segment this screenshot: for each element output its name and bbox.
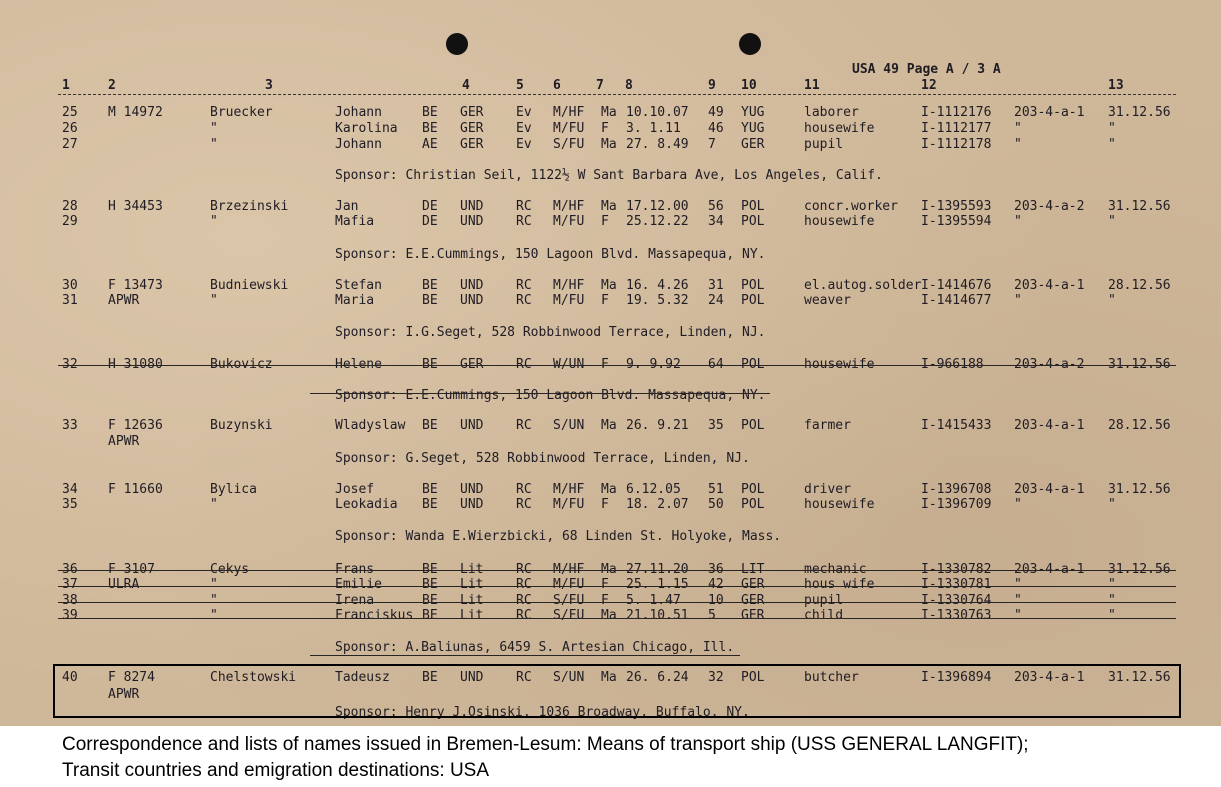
cell-surname: Brzezinski — [210, 199, 289, 214]
cell-num: I-1415433 — [921, 418, 992, 433]
sponsor-line: Sponsor: I.G.Seget, 528 Robbinwood Terrace, Linden, NJ. — [335, 325, 766, 340]
cell-surname: " — [210, 577, 218, 592]
cell-first: Karolina — [335, 121, 398, 136]
cell-date: 31.12.56 — [1108, 562, 1171, 577]
cell-reg: H 31080 — [108, 357, 163, 372]
cell-reg: F 8274 — [108, 670, 155, 685]
cell-status: S/FU — [553, 593, 585, 608]
cell-c4: DE — [422, 214, 438, 229]
cell-no: 40 — [62, 670, 78, 685]
cell-rel: RC — [516, 497, 532, 512]
cell-status: M/FU — [553, 293, 585, 308]
cell-c10: POL — [741, 357, 765, 372]
cell-c10: GER — [741, 593, 765, 608]
column-number: 3 — [265, 78, 273, 93]
cell-status: M/FU — [553, 497, 585, 512]
cell-num: I-1112176 — [921, 105, 992, 120]
cell-date: 31.12.56 — [1108, 482, 1171, 497]
cell-no: 27 — [62, 137, 78, 152]
cell-first: Jan — [335, 199, 359, 214]
cell-nat: Lit — [460, 562, 484, 577]
cell-num: I-1396709 — [921, 497, 992, 512]
column-number: 1 — [62, 78, 70, 93]
cell-occ: weaver — [804, 293, 851, 308]
cell-nat: GER — [460, 357, 484, 372]
cell-no: 37 — [62, 577, 78, 592]
cell-no: 30 — [62, 278, 78, 293]
cell-reg: F 11660 — [108, 482, 163, 497]
cell-date: " — [1108, 121, 1116, 136]
cell-first: Helene — [335, 357, 382, 372]
punch-hole — [446, 33, 468, 55]
cell-age: 5 — [708, 608, 716, 623]
cell-c10: GER — [741, 577, 765, 592]
cell-rel: RC — [516, 593, 532, 608]
cell-ref: 203-4-a-1 — [1014, 418, 1085, 433]
cell-nat: Lit — [460, 593, 484, 608]
cell-occ: pupil — [804, 593, 844, 608]
cell-status: S/UN — [553, 670, 585, 685]
cell-first: Franciskus — [335, 608, 414, 623]
strike-line — [310, 393, 770, 394]
caption-line-1: Correspondence and lists of names issued in Bremen-Lesum: Means of transport ship (USS GENERAL LANGFIT); — [62, 734, 1029, 755]
cell-ref: " — [1014, 497, 1022, 512]
cell-sex: Ma — [601, 199, 617, 214]
cell-num: I-1112177 — [921, 121, 992, 136]
cell-sex: Ma — [601, 670, 617, 685]
cell-dob: 26. 6.24 — [626, 670, 689, 685]
cell-num: I-1112178 — [921, 137, 992, 152]
cell-first: Johann — [335, 137, 382, 152]
cell-occ: mechanic — [804, 562, 867, 577]
cell-sex: Ma — [601, 482, 617, 497]
cell-nat: GER — [460, 137, 484, 152]
cell-num: I-966188 — [921, 357, 984, 372]
column-number: 5 — [516, 78, 524, 93]
sponsor-line: Sponsor: Henry J.Osinski, 1036 Broadway, Buffalo, NY. — [335, 705, 750, 720]
cell-nat: UND — [460, 418, 484, 433]
cell-rel: RC — [516, 577, 532, 592]
cell-age: 7 — [708, 137, 716, 152]
cell-dob: 6.12.05 — [626, 482, 681, 497]
cell-date: 31.12.56 — [1108, 199, 1171, 214]
cell-date: " — [1108, 593, 1116, 608]
cell-surname: Bylica — [210, 482, 257, 497]
strike-line — [58, 570, 1176, 571]
cell-first: Stefan — [335, 278, 382, 293]
cell-sex: Ma — [601, 608, 617, 623]
cell-num: I-1330781 — [921, 577, 992, 592]
cell-status: M/HF — [553, 482, 585, 497]
cell-age: 64 — [708, 357, 724, 372]
cell-occ: housewife — [804, 214, 875, 229]
cell-first: Emilie — [335, 577, 382, 592]
cell-ref: 203-4-a-2 — [1014, 199, 1085, 214]
cell-c10: POL — [741, 670, 765, 685]
cell-c4: DE — [422, 199, 438, 214]
cell-first: Tadeusz — [335, 670, 390, 685]
cell-occ: housewife — [804, 357, 875, 372]
cell-occ: housewife — [804, 121, 875, 136]
cell-nat: UND — [460, 214, 484, 229]
cell-date: 31.12.56 — [1108, 357, 1171, 372]
cell-ref: " — [1014, 293, 1022, 308]
cell-ref: 203-4-a-1 — [1014, 482, 1085, 497]
cell-reg: ULRA — [108, 577, 140, 592]
cell-age: 35 — [708, 418, 724, 433]
cell-c10: GER — [741, 608, 765, 623]
cell-age: 24 — [708, 293, 724, 308]
cell-nat: Lit — [460, 608, 484, 623]
column-number: 8 — [625, 78, 633, 93]
cell-date: 31.12.56 — [1108, 105, 1171, 120]
cell-occ: driver — [804, 482, 851, 497]
cell-no: 29 — [62, 214, 78, 229]
cell-occ: child — [804, 608, 844, 623]
cell-occ: laborer — [804, 105, 859, 120]
cell-ref: " — [1014, 137, 1022, 152]
cell-c10: POL — [741, 497, 765, 512]
cell-dob: 25. 1.15 — [626, 577, 689, 592]
sponsor-line: Sponsor: G.Seget, 528 Robbinwood Terrace, Linden, NJ. — [335, 451, 750, 466]
cell-age: 31 — [708, 278, 724, 293]
cell-date: " — [1108, 497, 1116, 512]
cell-age: 51 — [708, 482, 724, 497]
cell-sex: Ma — [601, 278, 617, 293]
cell-c10: POL — [741, 418, 765, 433]
cell-rel: RC — [516, 293, 532, 308]
cell-date: " — [1108, 608, 1116, 623]
cell-sex: Ma — [601, 105, 617, 120]
cell-dob: 27. 8.49 — [626, 137, 689, 152]
column-number: 9 — [708, 78, 716, 93]
cell-occ: el.autog.solder — [804, 278, 922, 293]
column-number: 12 — [921, 78, 937, 93]
sponsor-line: Sponsor: Christian Seil, 1122½ W Sant Barbara Ave, Los Angeles, Calif. — [335, 168, 883, 183]
cell-rel: RC — [516, 562, 532, 577]
cell-date: " — [1108, 577, 1116, 592]
cell-first: Wladyslaw — [335, 418, 406, 433]
cell-c4: BE — [422, 562, 438, 577]
cell-status: M/HF — [553, 105, 585, 120]
cell-rel: RC — [516, 418, 532, 433]
cell-c4: BE — [422, 121, 438, 136]
cell-c4: BE — [422, 293, 438, 308]
cell-c4: AE — [422, 137, 438, 152]
page-header: USA 49 Page A / 3 A — [852, 62, 1001, 77]
cell-ref: " — [1014, 121, 1022, 136]
cell-sex: F — [601, 497, 609, 512]
cell-no: 35 — [62, 497, 78, 512]
cell-status: M/FU — [553, 121, 585, 136]
cell-num: I-1396894 — [921, 670, 992, 685]
cell-age: 34 — [708, 214, 724, 229]
cell-no: 28 — [62, 199, 78, 214]
column-number: 6 — [553, 78, 561, 93]
highlight-box — [53, 664, 1181, 718]
cell-first: Irena — [335, 593, 375, 608]
cell-age: 32 — [708, 670, 724, 685]
cell-reg: APWR — [108, 293, 140, 308]
cell-status: M/HF — [553, 278, 585, 293]
column-number: 11 — [804, 78, 820, 93]
cell-occ: pupil — [804, 137, 844, 152]
caption — [0, 726, 1221, 787]
cell-ref: " — [1014, 577, 1022, 592]
cell-rel: RC — [516, 214, 532, 229]
strike-line — [58, 618, 1176, 619]
cell-surname: " — [210, 608, 218, 623]
cell-dob: 5. 1.47 — [626, 593, 681, 608]
cell-c10: POL — [741, 278, 765, 293]
cell-status: M/HF — [553, 562, 585, 577]
cell-rel: Ev — [516, 105, 532, 120]
strike-line — [58, 602, 1176, 603]
cell-c4: BE — [422, 593, 438, 608]
cell-surname: " — [210, 293, 218, 308]
cell-status: M/FU — [553, 577, 585, 592]
cell-rel: RC — [516, 670, 532, 685]
cell-ref: " — [1014, 608, 1022, 623]
cell-reg: F 12636 — [108, 418, 163, 433]
sponsor-line: Sponsor: E.E.Cummings, 150 Lagoon Blvd. Massapequa, NY. — [335, 247, 766, 262]
cell-c10: YUG — [741, 121, 765, 136]
cell-no: 26 — [62, 121, 78, 136]
cell-occ: concr.worker — [804, 199, 898, 214]
cell-no: 36 — [62, 562, 78, 577]
cell-status: M/HF — [553, 199, 585, 214]
cell-ref: " — [1014, 214, 1022, 229]
cell-ref: 203-4-a-1 — [1014, 105, 1085, 120]
cell-surname: Budniewski — [210, 278, 289, 293]
cell-num: I-1330782 — [921, 562, 992, 577]
cell-c10: POL — [741, 199, 765, 214]
sponsor-line: Sponsor: E.E.Cummings, 150 Lagoon Blvd. Massapequa, NY. — [335, 388, 766, 403]
cell-sex: F — [601, 593, 609, 608]
cell-no: 39 — [62, 608, 78, 623]
cell-c10: YUG — [741, 105, 765, 120]
cell-surname: " — [210, 497, 218, 512]
cell-no: 31 — [62, 293, 78, 308]
cell-reg: APWR — [108, 687, 140, 702]
cell-nat: UND — [460, 199, 484, 214]
cell-first: Maria — [335, 293, 375, 308]
cell-c4: BE — [422, 608, 438, 623]
cell-status: W/UN — [553, 357, 585, 372]
cell-sex: Ma — [601, 137, 617, 152]
cell-ref: 203-4-a-2 — [1014, 357, 1085, 372]
cell-date: " — [1108, 137, 1116, 152]
cell-dob: 27.11.20 — [626, 562, 689, 577]
cell-nat: Lit — [460, 577, 484, 592]
cell-first: Frans — [335, 562, 375, 577]
cell-reg: APWR — [108, 434, 140, 449]
cell-surname: Chelstowski — [210, 670, 297, 685]
cell-age: 50 — [708, 497, 724, 512]
cell-rel: RC — [516, 482, 532, 497]
cell-surname: Bruecker — [210, 105, 273, 120]
cell-date: 28.12.56 — [1108, 418, 1171, 433]
cell-first: Johann — [335, 105, 382, 120]
cell-ref: 203-4-a-1 — [1014, 562, 1085, 577]
cell-num: I-1414677 — [921, 293, 992, 308]
cell-dob: 17.12.00 — [626, 199, 689, 214]
cell-num: I-1395594 — [921, 214, 992, 229]
cell-num: I-1330763 — [921, 608, 992, 623]
cell-sex: Ma — [601, 562, 617, 577]
cell-occ: housewife — [804, 497, 875, 512]
cell-status: S/FU — [553, 608, 585, 623]
caption-line-2: Transit countries and emigration destinations: USA — [62, 760, 490, 781]
strike-line — [58, 586, 1176, 587]
column-number: 2 — [108, 78, 116, 93]
cell-occ: hous wife — [804, 577, 875, 592]
cell-reg: F 3107 — [108, 562, 155, 577]
cell-dob: 21.10.51 — [626, 608, 689, 623]
cell-sex: F — [601, 577, 609, 592]
cell-dob: 3. 1.11 — [626, 121, 681, 136]
cell-c4: BE — [422, 418, 438, 433]
cell-occ: farmer — [804, 418, 851, 433]
sponsor-line: Sponsor: A.Baliunas, 6459 S. Artesian Chicago, Ill. — [335, 640, 735, 655]
cell-nat: UND — [460, 497, 484, 512]
column-number: 10 — [741, 78, 757, 93]
cell-reg: H 34453 — [108, 199, 163, 214]
cell-c4: BE — [422, 357, 438, 372]
cell-ref: 203-4-a-1 — [1014, 278, 1085, 293]
cell-occ: butcher — [804, 670, 859, 685]
cell-dob: 26. 9.21 — [626, 418, 689, 433]
punch-hole — [739, 33, 761, 55]
cell-reg: F 13473 — [108, 278, 163, 293]
cell-rel: Ev — [516, 137, 532, 152]
cell-c10: POL — [741, 214, 765, 229]
cell-surname: " — [210, 593, 218, 608]
cell-age: 36 — [708, 562, 724, 577]
cell-age: 49 — [708, 105, 724, 120]
cell-dob: 10.10.07 — [626, 105, 689, 120]
cell-dob: 18. 2.07 — [626, 497, 689, 512]
cell-c4: BE — [422, 497, 438, 512]
cell-reg: M 14972 — [108, 105, 163, 120]
cell-sex: F — [601, 357, 609, 372]
cell-rel: RC — [516, 357, 532, 372]
cell-first: Mafia — [335, 214, 375, 229]
header-rule — [58, 94, 1176, 95]
cell-c10: LIT — [741, 562, 765, 577]
cell-nat: UND — [460, 670, 484, 685]
cell-rel: Ev — [516, 121, 532, 136]
cell-sex: F — [601, 121, 609, 136]
cell-rel: RC — [516, 278, 532, 293]
cell-surname: " — [210, 214, 218, 229]
sponsor-line: Sponsor: Wanda E.Wierzbicki, 68 Linden St. Holyoke, Mass. — [335, 529, 782, 544]
cell-rel: RC — [516, 608, 532, 623]
cell-nat: GER — [460, 121, 484, 136]
cell-status: M/FU — [553, 214, 585, 229]
cell-no: 32 — [62, 357, 78, 372]
cell-age: 10 — [708, 593, 724, 608]
cell-c4: BE — [422, 577, 438, 592]
cell-age: 42 — [708, 577, 724, 592]
strike-line — [58, 365, 1176, 366]
cell-status: S/FU — [553, 137, 585, 152]
cell-c4: BE — [422, 670, 438, 685]
cell-rel: RC — [516, 199, 532, 214]
cell-num: I-1330764 — [921, 593, 992, 608]
cell-nat: UND — [460, 293, 484, 308]
cell-status: S/UN — [553, 418, 585, 433]
column-number: 7 — [596, 78, 604, 93]
cell-c4: BE — [422, 278, 438, 293]
cell-num: I-1414676 — [921, 278, 992, 293]
cell-sex: F — [601, 293, 609, 308]
cell-surname: Buzynski — [210, 418, 273, 433]
cell-first: Leokadia — [335, 497, 398, 512]
cell-dob: 25.12.22 — [626, 214, 689, 229]
cell-no: 34 — [62, 482, 78, 497]
cell-surname: " — [210, 121, 218, 136]
cell-dob: 19. 5.32 — [626, 293, 689, 308]
cell-c10: POL — [741, 293, 765, 308]
cell-no: 33 — [62, 418, 78, 433]
cell-ref: 203-4-a-1 — [1014, 670, 1085, 685]
cell-sex: F — [601, 214, 609, 229]
cell-date: " — [1108, 214, 1116, 229]
cell-nat: UND — [460, 278, 484, 293]
cell-age: 46 — [708, 121, 724, 136]
cell-date: " — [1108, 293, 1116, 308]
cell-surname: " — [210, 137, 218, 152]
cell-num: I-1396708 — [921, 482, 992, 497]
cell-no: 38 — [62, 593, 78, 608]
cell-dob: 16. 4.26 — [626, 278, 689, 293]
cell-date: 28.12.56 — [1108, 278, 1171, 293]
cell-dob: 9. 9.92 — [626, 357, 681, 372]
cell-ref: " — [1014, 593, 1022, 608]
cell-c4: BE — [422, 105, 438, 120]
cell-date: 31.12.56 — [1108, 670, 1171, 685]
cell-c10: POL — [741, 482, 765, 497]
column-number: 4 — [462, 78, 470, 93]
cell-nat: GER — [460, 105, 484, 120]
cell-c10: GER — [741, 137, 765, 152]
cell-first: Josef — [335, 482, 375, 497]
cell-c4: BE — [422, 482, 438, 497]
cell-nat: UND — [460, 482, 484, 497]
cell-sex: Ma — [601, 418, 617, 433]
cell-surname: Bukovicz — [210, 357, 273, 372]
cell-surname: Cekys — [210, 562, 250, 577]
cell-age: 56 — [708, 199, 724, 214]
column-number: 13 — [1108, 78, 1124, 93]
cell-num: I-1395593 — [921, 199, 992, 214]
strike-line — [310, 655, 740, 656]
cell-no: 25 — [62, 105, 78, 120]
